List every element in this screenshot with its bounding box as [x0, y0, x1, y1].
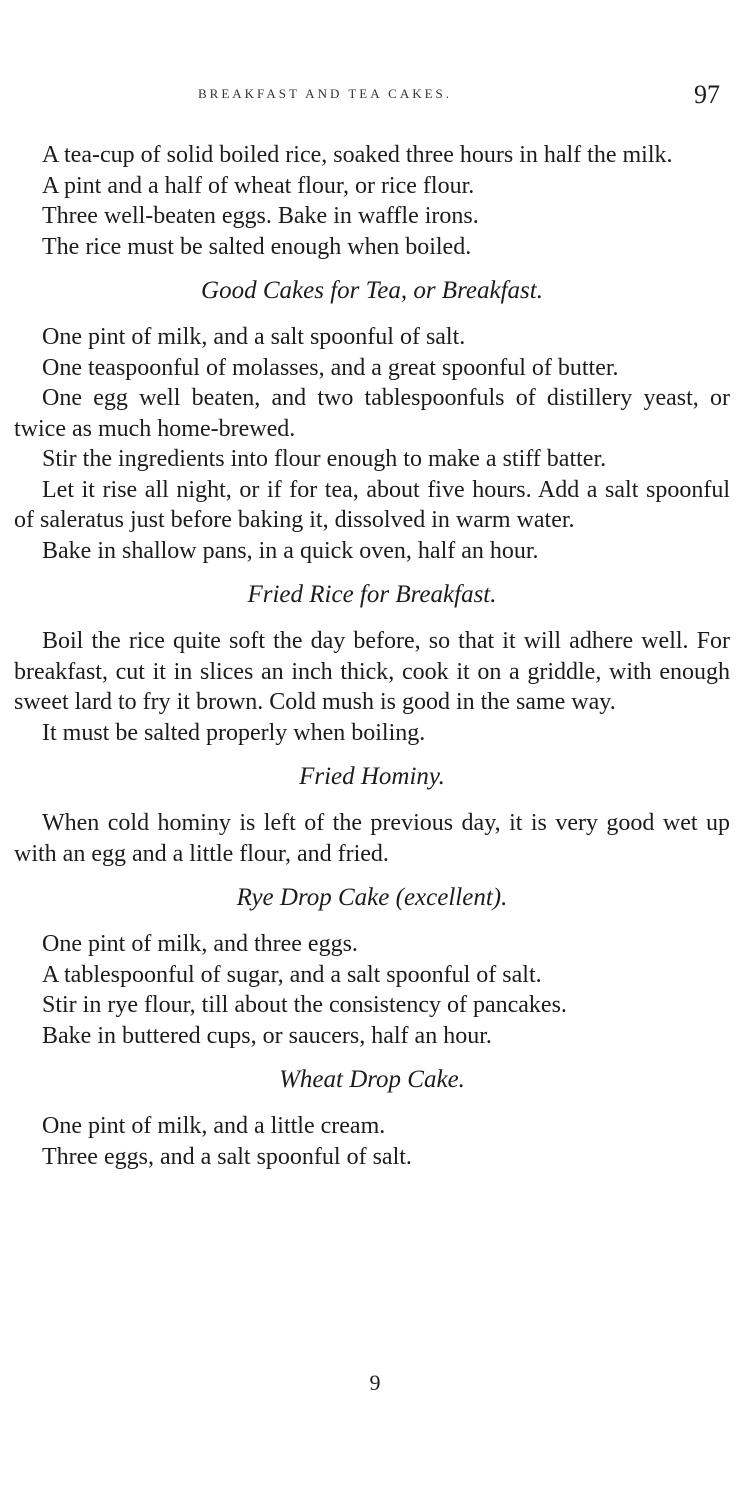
- recipe-line: A tablespoonful of sugar, and a salt spoonful of salt.: [42, 961, 542, 988]
- recipe-line: One pint of milk, and a little cream.: [42, 1113, 386, 1139]
- recipe-title: Rye Drop Cake (excellent).: [236, 884, 508, 911]
- recipe-line: One egg well beaten, and two tablespoonfuls of distillery yeast, or twice as much home-brewed.: [14, 385, 730, 442]
- recipe-title: Fried Rice for Breakfast.: [247, 581, 497, 608]
- page-number: 97: [694, 80, 720, 109]
- recipe-title: Fried Hominy.: [299, 763, 445, 790]
- page-header: [0, 80, 750, 116]
- recipe-line: It must be salted properly when boiling.: [42, 719, 426, 746]
- recipe-line: Bake in buttered cups, or saucers, half an hour.: [42, 1022, 492, 1049]
- recipe-line: Stir the ingredients into flour enough to make a stiff batter.: [42, 446, 607, 472]
- recipe-line: When cold hominy is left of the previous day, it is very good wet up with an egg and a little flour, and fried.: [14, 810, 730, 867]
- recipe-line: One teaspoonful of molasses, and a great spoonful of butter.: [42, 354, 619, 381]
- page-body: [14, 140, 730, 1172]
- recipe-title: Good Cakes for Tea, or Breakfast.: [201, 277, 543, 304]
- recipe-line: Stir in rye flour, till about the consistency of pancakes.: [42, 992, 567, 1018]
- signature-mark: 9: [369, 1370, 381, 1395]
- recipe-line: One pint of milk, and a salt spoonful of salt.: [42, 324, 466, 350]
- intro-line: A tea-cup of solid boiled rice, soaked three hours in half the milk.: [42, 142, 673, 168]
- recipe-line: Boil the rice quite soft the day before, so that it will adhere well. For breakfast, cut it in slices an inch thick, cook it on a griddle, with enough sweet lard to fry it brown. Cold mush is good in the same way.: [14, 628, 730, 715]
- intro-line: A pint and a half of wheat flour, or rice flour.: [42, 172, 475, 199]
- intro-line: The rice must be salted enough when boiled.: [42, 233, 472, 260]
- recipe-line: Bake in shallow pans, in a quick oven, half an hour.: [42, 537, 539, 564]
- running-head: BREAKFAST AND TEA CAKES.: [198, 86, 453, 101]
- recipe-line: Three eggs, and a salt spoonful of salt.: [42, 1143, 412, 1170]
- recipe-line: Let it rise all night, or if for tea, about five hours. Add a salt spoonful of saleratus just before baking it, dissolved in warm water.: [14, 476, 730, 533]
- intro-line: Three well-beaten eggs. Bake in waffle irons.: [42, 203, 479, 229]
- recipe-line: One pint of milk, and three eggs.: [42, 931, 358, 957]
- recipe-title: Wheat Drop Cake.: [279, 1066, 465, 1093]
